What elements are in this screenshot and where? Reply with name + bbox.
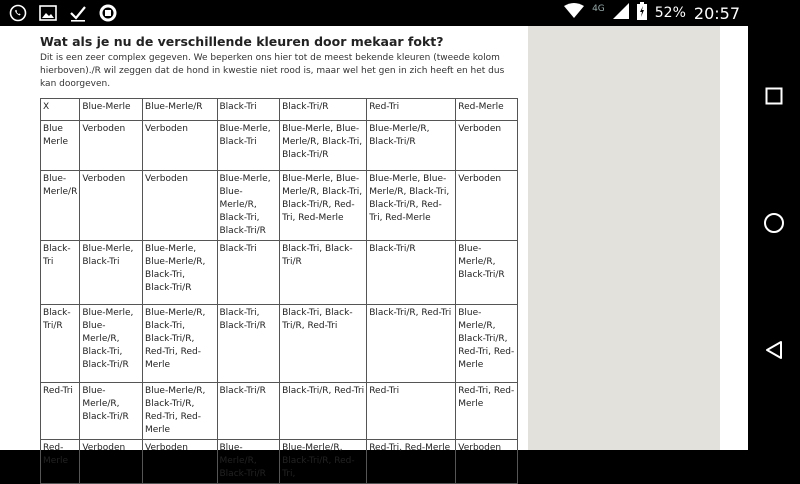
notification-icons — [8, 3, 118, 23]
battery-level: 52% — [654, 5, 686, 21]
page-margin-left — [0, 26, 30, 450]
table-cell: Red-Tri, Red-Merle — [367, 440, 456, 484]
table-cell: Black-Tri/R, Red-Tri — [280, 383, 367, 440]
table-cell: Blue-Merle — [80, 99, 143, 121]
home-button[interactable] — [760, 211, 788, 239]
table-cell: Blue-Merle/R — [143, 99, 217, 121]
table-cell: Black-Tri, Black-Tri/R — [217, 305, 280, 383]
square-icon — [765, 87, 783, 109]
table-cell: Black-Tri — [41, 241, 80, 305]
table-row — [41, 171, 518, 241]
table-cell: Black-Tri/R — [280, 99, 367, 121]
table-cell: Blue Merle — [41, 121, 80, 171]
table-cell: Blue-Merle/R, Black-Tri/R — [80, 383, 143, 440]
browser-content[interactable] — [0, 26, 748, 479]
network-type: 4G — [592, 4, 605, 14]
table-cell: Verboden — [143, 440, 217, 484]
table-cell: Blue-Merle, Blue-Merle/R, Black-Tri, Black-Tri/R, Red-Tri, Red-Merle — [280, 171, 367, 241]
table-cell: Blue-Merle, Blue-Merle/R, Black-Tri, Black-Tri/R — [80, 305, 143, 383]
sidebar — [528, 26, 720, 450]
table-cell: Red-Merle — [41, 440, 80, 484]
table-cell: Black-Tri, Black-Tri/R — [280, 241, 367, 305]
table-cell: Blue-Merle, Blue-Merle/R, Black-Tri, Black-Tri/R, Red-Tri, Red-Merle — [367, 171, 456, 241]
table-cell: Black-Tri/R — [367, 241, 456, 305]
recents-button[interactable] — [760, 84, 788, 112]
app-icon — [98, 3, 118, 23]
table-cell: Black-Tri/R, Red-Tri — [367, 305, 456, 383]
table-cell: Blue-Merle, Black-Tri — [217, 121, 280, 171]
intro-text: Dit is een zeer complex gegeven. We beperken ons hier tot de meest bekende kleuren (tweede kolom hierboven)./R wil zeggen dat de hond in kwestie niet rood is, maar wel het gen in zich heeft en het dus kan doorgeven. — [40, 53, 505, 89]
table-cell: Blue-Merle, Blue-Merle/R, Black-Tri, Black-Tri/R — [143, 241, 217, 305]
table-cell: Black-Tri/R — [217, 383, 280, 440]
table-cell: Black-Tri — [217, 99, 280, 121]
table-cell: Blue-Merle/R, Black-Tri/R — [456, 241, 518, 305]
page-margin-right — [720, 26, 748, 450]
table-cell: Black-Tri — [217, 241, 280, 305]
table-cell: Verboden — [80, 121, 143, 171]
navigation-bar — [748, 0, 800, 450]
clock: 20:57 — [693, 3, 740, 23]
table-cell: Blue-Merle/R — [41, 171, 80, 241]
back-button[interactable] — [760, 338, 788, 366]
circle-icon — [763, 212, 785, 238]
table-cell: Red-Tri, Red-Merle — [456, 383, 518, 440]
table-cell: Black-Tri/R — [41, 305, 80, 383]
table-row — [41, 383, 518, 440]
status-right — [564, 0, 740, 26]
table-row — [41, 440, 518, 484]
table-cell: Verboden — [143, 121, 217, 171]
table-row — [41, 121, 518, 171]
battery-icon — [637, 2, 647, 24]
table-cell: X — [41, 99, 80, 121]
table-cell: Blue-Merle/R, Black-Tri/R, Red-Tri, Red-Merle — [143, 383, 217, 440]
table-row — [41, 241, 518, 305]
section-title: Wat als je nu de verschillende kleuren door mekaar fokt? — [40, 34, 444, 49]
table-cell: Verboden — [143, 171, 217, 241]
check-icon — [68, 3, 88, 23]
table-cell: Blue-Merle, Blue-Merle/R, Black-Tri, Black-Tri/R — [217, 171, 280, 241]
wifi-icon — [564, 3, 584, 23]
signal-icon — [613, 3, 629, 23]
table-row — [41, 305, 518, 383]
gallery-icon — [38, 3, 58, 23]
table-cell: Blue-Merle/R, Black-Tri/R, Red-Tri, — [280, 440, 367, 484]
breeding-table — [40, 98, 518, 484]
table-header-row — [41, 99, 518, 121]
table-cell: Blue-Merle/R, Black-Tri/R — [217, 440, 280, 484]
whatsapp-icon — [8, 3, 28, 23]
table-cell: Blue-Merle, Black-Tri — [80, 241, 143, 305]
table-cell: Black-Tri, Black-Tri/R, Red-Tri — [280, 305, 367, 383]
status-bar — [0, 0, 800, 26]
table-cell: Blue-Merle, Blue-Merle/R, Black-Tri, Black-Tri/R — [280, 121, 367, 171]
table-cell: Blue-Merle/R, Black-Tri/R — [367, 121, 456, 171]
table-cell: Verboden — [456, 171, 518, 241]
article — [30, 26, 528, 479]
table-cell: Red-Tri — [367, 99, 456, 121]
back-triangle-icon — [764, 340, 784, 364]
table-cell: Red-Tri — [41, 383, 80, 440]
table-cell: Verboden — [456, 121, 518, 171]
table-cell: Verboden — [80, 440, 143, 484]
table-cell: Red-Merle — [456, 99, 518, 121]
table-cell: Red-Tri — [367, 383, 456, 440]
table-cell: Verboden — [456, 440, 518, 484]
table-cell: Verboden — [80, 171, 143, 241]
table-cell: Blue-Merle/R, Black-Tri, Black-Tri/R, Red-Tri, Red-Merle — [143, 305, 217, 383]
table-cell: Blue-Merle/R, Black-Tri/R, Red-Tri, Red-Merle — [456, 305, 518, 383]
